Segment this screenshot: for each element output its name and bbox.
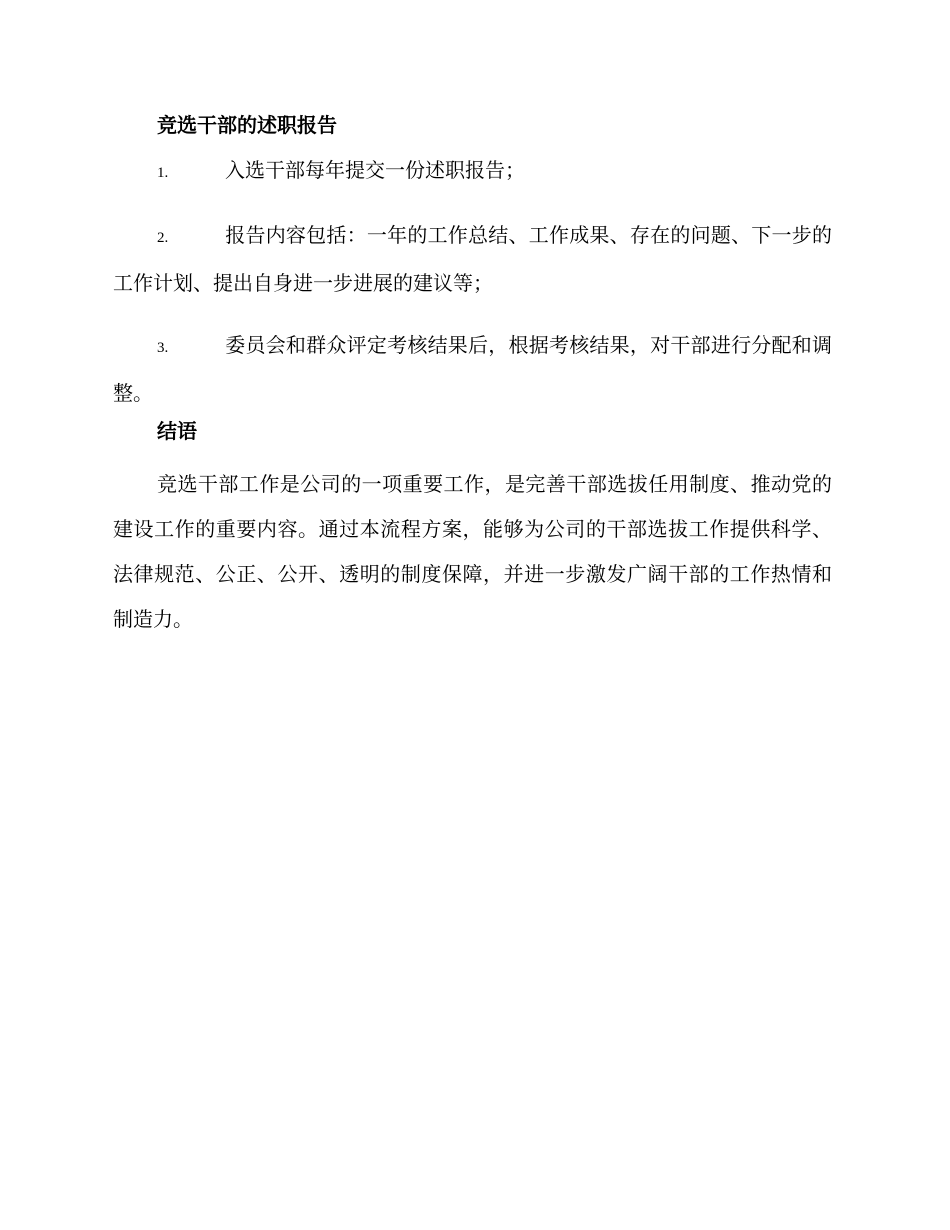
- list-item-number: 3.: [157, 340, 169, 356]
- list-item-number: 1.: [157, 165, 169, 181]
- list-item-text: 入选干部每年提交一份述职报告；: [225, 158, 525, 182]
- list-item: [113, 148, 832, 196]
- list-item-text: 报告内容包括：一年的工作总结、工作成果、存在的问题、下一步的工作计划、提出自身进一步进展的建议等；: [113, 223, 832, 295]
- conclusion-paragraph: 竞选干部工作是公司的一项重要工作，是完善干部选拔任用制度、推动党的建设工作的重要内容。通过本流程方案，能够为公司的干部选拔工作提供科学、法律规范、公正、公开、透明的制度保障，并进一步激发广阔干部的工作热情和制造力。: [113, 472, 832, 631]
- list-item: [113, 213, 832, 306]
- list-item-text: 委员会和群众评定考核结果后，根据考核结果，对干部进行分配和调整。: [113, 333, 832, 405]
- section-heading-conclusion: 结语: [157, 419, 197, 443]
- list-item-number: 2.: [157, 230, 169, 246]
- section-heading-report: 竞选干部的述职报告: [157, 113, 337, 137]
- list-item: [113, 323, 832, 416]
